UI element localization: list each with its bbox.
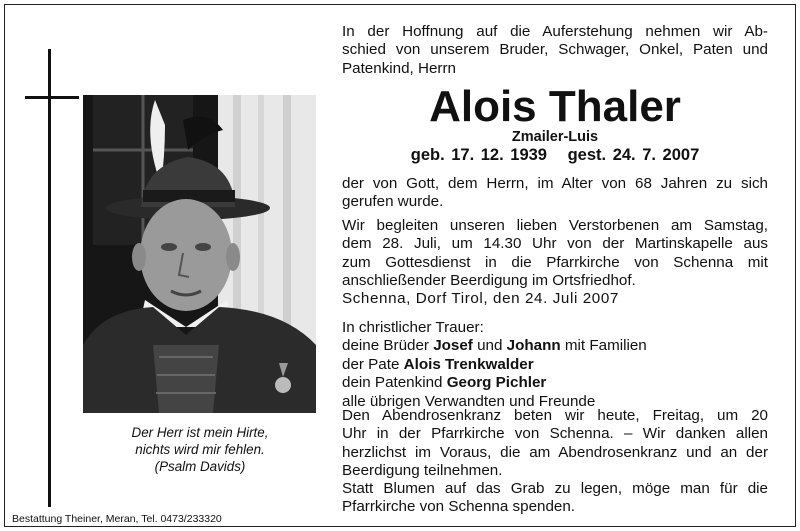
caption-line: (Psalm Davids) [154, 459, 246, 474]
caption-line: Der Herr ist mein Hirte, [131, 425, 269, 440]
portrait-photo [83, 95, 316, 413]
intro-line: In der Hoffnung auf die Auferstehung nehmen wir Ab- [342, 23, 768, 40]
deceased-alias: Zmailer-Luis [511, 129, 599, 145]
mourner-name: Johann [506, 337, 561, 355]
flowers-text [342, 480, 768, 517]
mourner-name: Josef [433, 337, 473, 355]
rosary-line: Uhr in der Pfarrkirche von Schenna. – Wir danken allen [342, 425, 768, 443]
mourners-list [342, 319, 768, 411]
intro-text [342, 23, 768, 78]
life-dates [342, 146, 768, 165]
rosary-line: Beerdigung teilnehmen. [342, 462, 503, 480]
flowers-line: Statt Blumen auf das Grab zu legen, möge man für die [342, 480, 768, 497]
place-date: Schenna, Dorf Tirol, den 24. Juli 2007 [342, 290, 619, 307]
death-line: der von Gott, dem Herrn, im Alter von 68 Jahren zu sich [342, 175, 768, 192]
mourner-line: deine Brüder Josef und Johann mit Familien [342, 337, 647, 355]
cross-icon-bar [25, 96, 79, 99]
cross-icon [48, 49, 51, 507]
funeral-home-footer: Bestattung Theiner, Meran, Tel. 0473/233320 [12, 513, 222, 525]
rosary-line: herzlichst im Voraus, die am Abendrosenkranz und an der [342, 443, 768, 461]
service-line: Wir begleiten unseren lieben Verstorbenen am Samstag, [342, 217, 768, 234]
mourners-heading: In christlicher Trauer: [342, 319, 484, 336]
psalm-caption [84, 424, 316, 475]
service-line: zum Gottesdienst in die Pfarrkirche von Schenna mit [342, 253, 768, 271]
mourner-name: Georg Pichler [446, 374, 547, 392]
service-text [342, 217, 768, 291]
deceased-name: Alois Thaler [429, 82, 681, 131]
mourner-line: alle übrigen Verwandten und Freunde [342, 392, 596, 410]
caption-line: nichts wird mir fehlen. [135, 442, 265, 457]
service-line: dem 28. Juli, um 14.30 Uhr von der Martinskapelle aus [342, 235, 768, 253]
death-date: gest. 24. 7. 2007 [567, 146, 700, 164]
rosary-line: Den Abendrosenkranz beten wir heute, Freitag, um 20 [342, 407, 768, 424]
death-line: gerufen wurde. [342, 193, 444, 211]
birth-date: geb. 17. 12. 1939 [410, 146, 547, 164]
flowers-line: Pfarrkirche von Schenna spenden. [342, 498, 576, 516]
service-line: anschließender Beerdigung im Ortsfriedhof. [342, 272, 636, 290]
mourner-line: der Pate Alois Trenkwalder [342, 355, 534, 373]
intro-line: Patenkind, Herrn [342, 59, 456, 77]
death-text [342, 175, 768, 212]
mourner-line: dein Patenkind Georg Pichler [342, 374, 547, 392]
mourner-name: Alois Trenkwalder [403, 355, 534, 373]
rosary-text [342, 407, 768, 481]
intro-line: schied von unserem Bruder, Schwager, Onkel, Paten und [342, 41, 768, 59]
